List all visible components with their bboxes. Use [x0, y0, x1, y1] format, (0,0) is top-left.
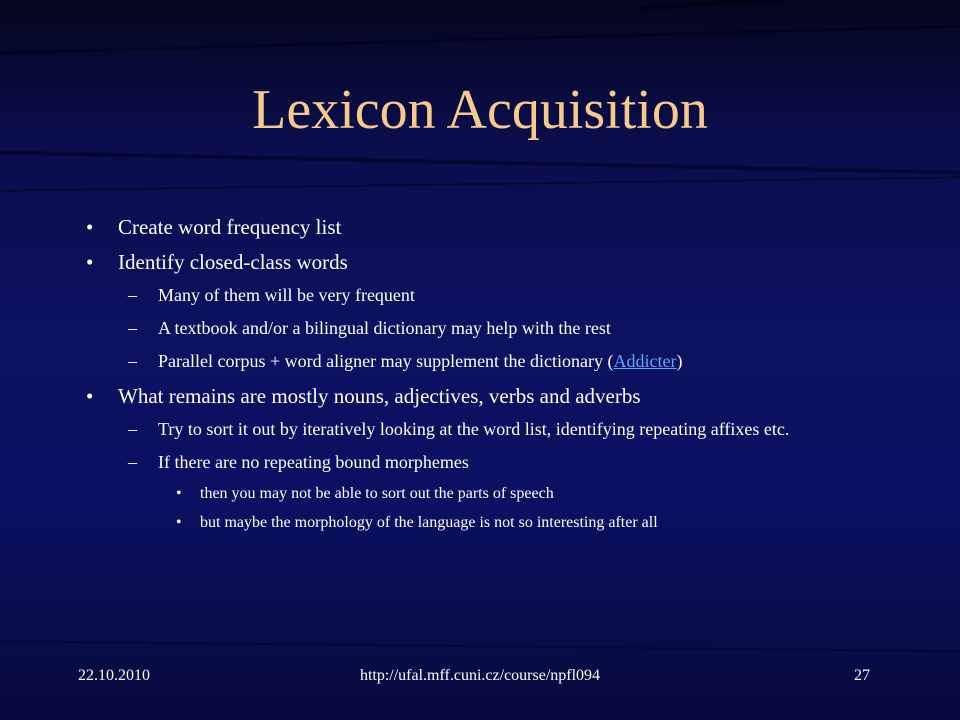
background-streak — [0, 176, 960, 192]
bullet-marker: • — [86, 215, 94, 239]
bullet-item — [84, 249, 904, 275]
dash-marker: – — [128, 318, 137, 338]
background-streak — [0, 150, 960, 175]
bullet-text: Create word frequency list — [118, 215, 342, 239]
sub-bullet-text-before: Parallel corpus + word aligner may supplement the dictionary ( — [158, 351, 614, 371]
bullet-marker: • — [86, 384, 94, 408]
bullet-list — [84, 214, 904, 542]
sub-sub-bullet-item — [84, 484, 904, 504]
bullet-marker: • — [86, 250, 94, 274]
sub-bullet-text-after: ) — [676, 351, 683, 371]
sub-bullet-item — [84, 284, 904, 306]
dash-marker: – — [128, 452, 137, 472]
bullet-text: What remains are mostly nouns, adjectives, verbs and adverbs — [118, 384, 641, 408]
background-streak — [640, 0, 960, 11]
sub-bullet-text: Try to sort it out by iteratively looking at the word list, identifying repeating affixes etc. — [158, 419, 790, 439]
sub-sub-bullet-text: then you may not be able to sort out the parts of speech — [200, 485, 554, 502]
sub-bullet-item — [84, 317, 904, 339]
bullet-marker: • — [176, 514, 182, 531]
dash-marker: – — [128, 351, 137, 371]
sub-bullet-item — [84, 350, 904, 372]
sub-bullet-item — [84, 418, 904, 440]
sub-sub-bullet-item — [84, 513, 904, 533]
background-streak — [0, 24, 960, 55]
sub-bullet-text: If there are no repeating bound morphemes — [158, 452, 469, 472]
background-streak — [0, 640, 960, 652]
slide-title: Lexicon Acquisition — [252, 79, 708, 141]
sub-sub-bullet-text: but maybe the morphology of the language is not so interesting after all — [200, 514, 658, 531]
footer-url: http://ufal.mff.cuni.cz/course/npfl094 — [359, 667, 601, 684]
footer-date: 22.10.2010 — [78, 667, 150, 684]
dash-marker: – — [128, 419, 137, 439]
page-number: 27 — [854, 667, 870, 684]
bullet-marker: • — [176, 485, 182, 502]
bullet-item — [84, 214, 904, 240]
sub-bullet-item — [84, 451, 904, 473]
sub-bullet-text: Many of them will be very frequent — [158, 285, 415, 305]
bullet-item — [84, 383, 904, 409]
dash-marker: – — [128, 285, 137, 305]
addicter-link[interactable]: Addicter — [613, 351, 677, 371]
sub-bullet-text: A textbook and/or a bilingual dictionary may help with the rest — [158, 318, 611, 338]
bullet-text: Identify closed-class words — [118, 250, 348, 274]
